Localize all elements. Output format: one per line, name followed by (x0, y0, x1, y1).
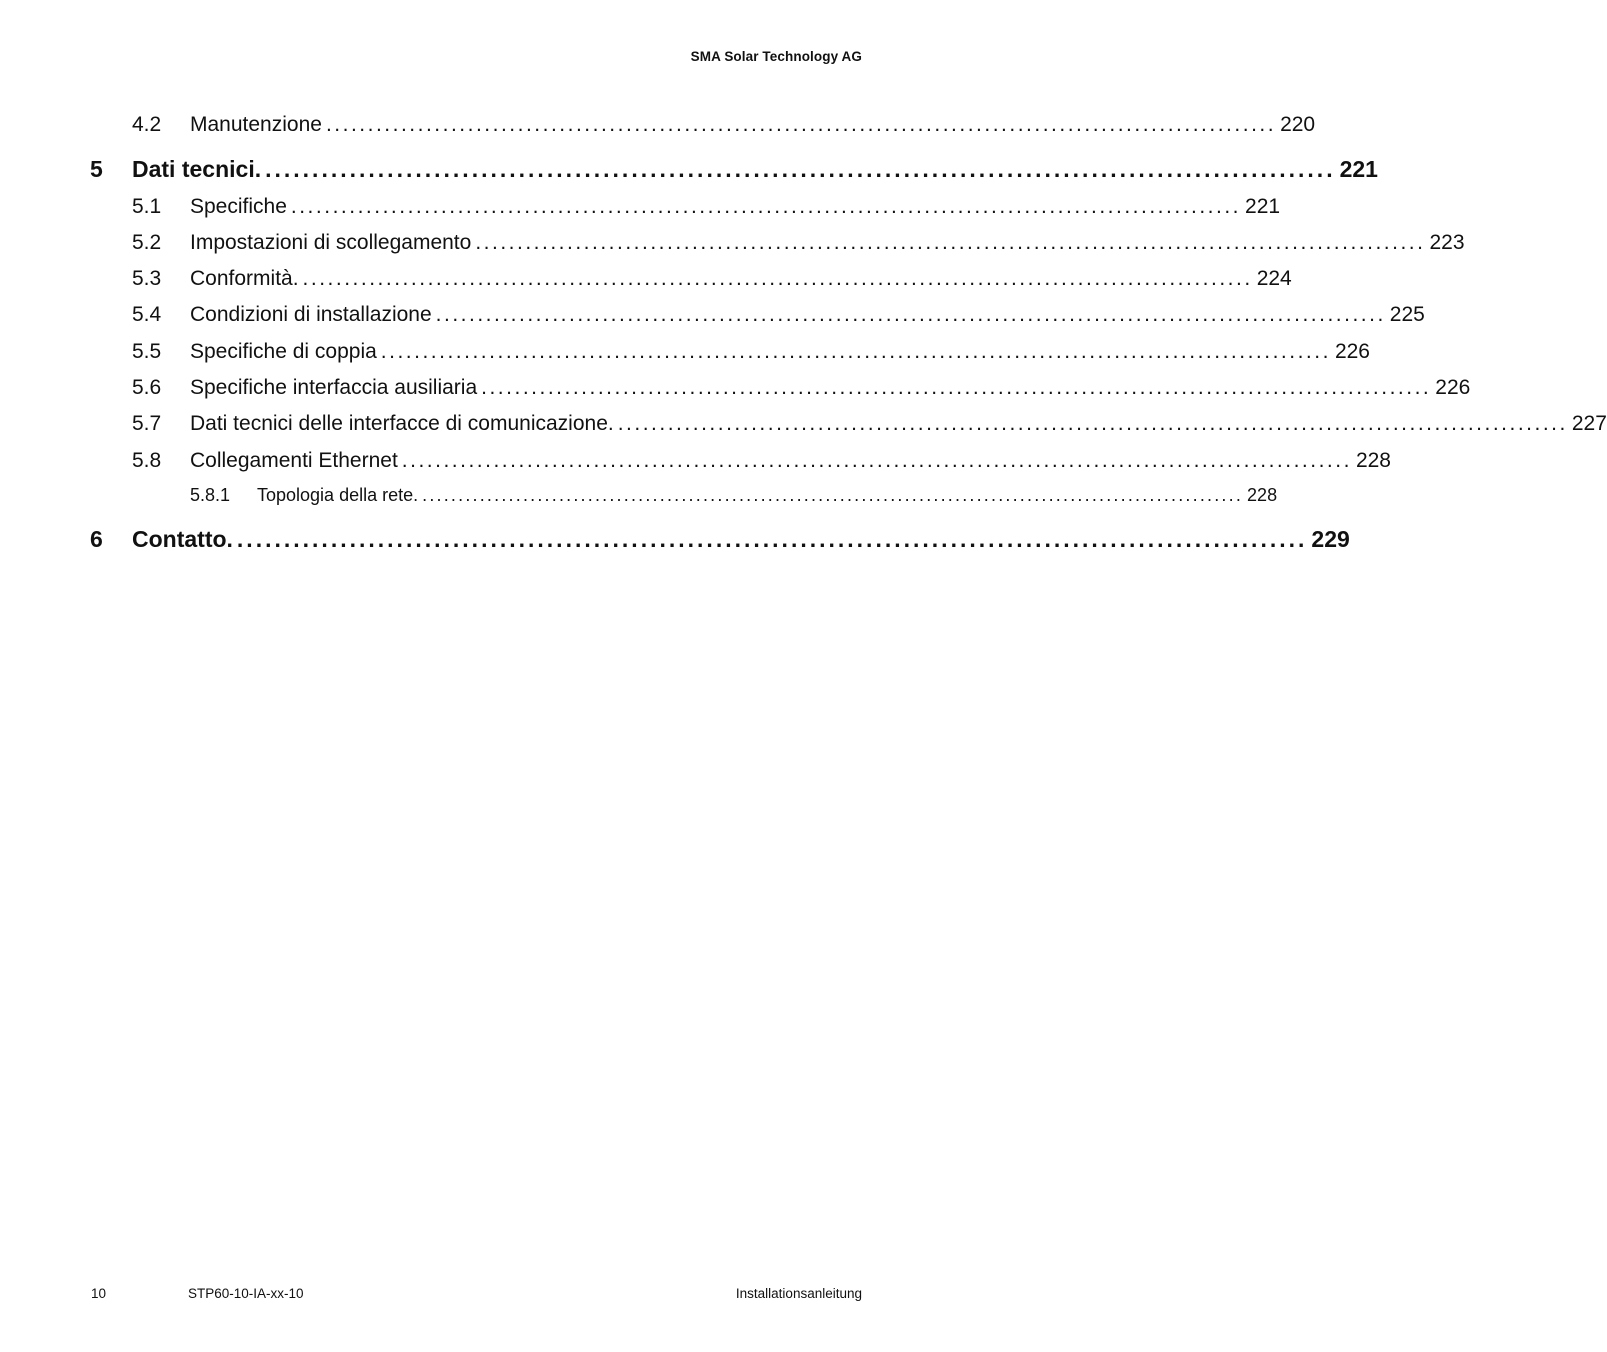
toc-leader-dots: .................................................................................................................. (617, 412, 1568, 435)
toc-leader-dots: .................................................................................................................. (265, 156, 1336, 182)
toc-entry-number: 5.2 (132, 231, 162, 254)
footer-page-number: 10 (91, 1286, 107, 1301)
toc-chapter-6[interactable] (0, 526, 1350, 558)
toc-chapter-title: Contatto. (132, 526, 233, 552)
toc-leader-dots: .................................................................................................................. (236, 526, 1308, 552)
toc-entry-title: Impostazioni di scollegamento (190, 231, 472, 254)
toc-entry-5-7[interactable] (0, 412, 1607, 440)
toc-entry-number: 5.4 (132, 303, 162, 326)
toc-entry-page: 226 (1435, 376, 1471, 399)
toc-entry-page: 228 (1247, 485, 1278, 505)
toc-chapter-title: Dati tecnici. (132, 156, 262, 182)
toc-entry-title: Manutenzione (190, 113, 322, 136)
toc-entry-page: 228 (1355, 449, 1391, 472)
toc-entry-5-8-1[interactable] (0, 485, 1278, 509)
toc-entry-5-5[interactable] (0, 340, 1370, 368)
toc-entry-number: 4.2 (132, 113, 162, 136)
toc-entry-page: 226 (1334, 340, 1370, 363)
toc-leader-dots: .................................................................................................................. (302, 267, 1253, 290)
toc-entry-title: Topologia della rete. (257, 485, 419, 505)
header-company-name: SMA Solar Technology AG (690, 49, 862, 64)
toc-entry-page: 225 (1389, 303, 1425, 326)
toc-entry-5-3[interactable] (0, 267, 1292, 295)
toc-leader-dots: .................................................................................................................. (290, 195, 1242, 218)
footer-document-type: Installationsanleitung (735, 1286, 862, 1301)
toc-entry-number: 5.6 (132, 376, 162, 399)
toc-entry-title: Specifiche interfaccia ausiliaria (190, 376, 478, 399)
toc-entry-title: Condizioni di installazione (190, 303, 432, 326)
toc-entry-5-8[interactable] (0, 449, 1391, 477)
toc-leader-dots: .................................................................................................................. (380, 340, 1331, 363)
toc-entry-page: 227 (1571, 412, 1607, 435)
toc-entry-page: 220 (1280, 113, 1316, 136)
toc-entry-title: Collegamenti Ethernet (190, 449, 398, 472)
toc-entry-number: 5.1 (132, 195, 162, 218)
toc-entry-page: 224 (1256, 267, 1292, 290)
footer-document-code: STP60-10-IA-xx-10 (188, 1286, 304, 1301)
toc-entry-page: 223 (1429, 231, 1465, 254)
toc-leader-dots: .................................................................................................................. (475, 231, 1426, 254)
toc-entry-page: 221 (1245, 195, 1281, 218)
toc-leader-dots: .................................................................................................................. (401, 449, 1352, 472)
toc-chapter-number: 5 (90, 156, 103, 182)
toc-leader-dots: .................................................................................................................. (435, 303, 1386, 326)
toc-chapter-page: 229 (1311, 526, 1350, 552)
toc-entry-title: Specifiche di coppia (190, 340, 377, 363)
toc-entry-5-1[interactable] (0, 195, 1281, 223)
toc-entry-title: Conformità. (190, 267, 299, 290)
toc-entry-title: Specifiche (190, 195, 287, 218)
toc-entry-title: Dati tecnici delle interfacce di comunicazione. (190, 412, 614, 435)
toc-chapter-page: 221 (1339, 156, 1378, 182)
toc-entry-5-2[interactable] (0, 231, 1465, 259)
toc-leader-dots: .................................................................................................................. (481, 376, 1432, 399)
toc-entry-5-4[interactable] (0, 303, 1425, 331)
toc-entry-number: 5.3 (132, 267, 162, 290)
toc-leader-dots: .................................................................................................................. (422, 485, 1244, 505)
toc-entry-5-6[interactable] (0, 376, 1471, 404)
toc-chapter-5[interactable] (0, 156, 1378, 188)
toc-leader-dots: .................................................................................................................. (325, 113, 1277, 136)
toc-entry-4-2[interactable] (0, 113, 1316, 141)
toc-entry-number: 5.8.1 (190, 485, 231, 505)
toc-chapter-number: 6 (90, 526, 103, 552)
toc-entry-number: 5.8 (132, 449, 162, 472)
toc-entry-number: 5.5 (132, 340, 162, 363)
toc-entry-number: 5.7 (132, 412, 162, 435)
